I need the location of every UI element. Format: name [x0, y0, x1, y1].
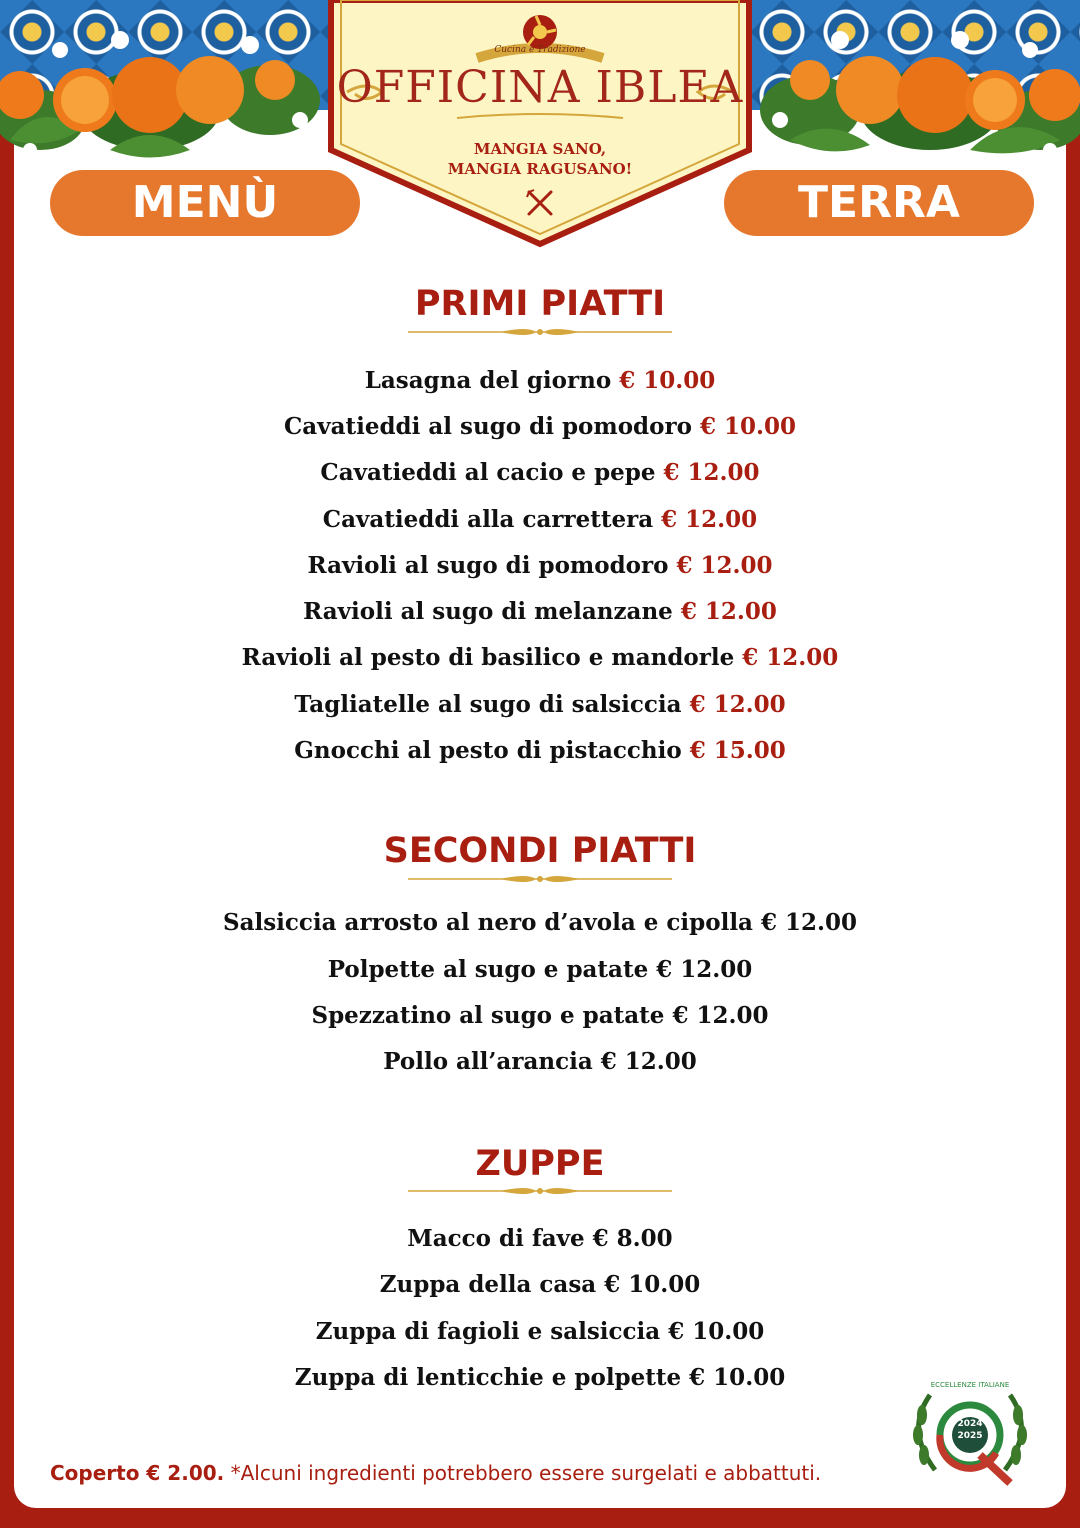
ingredients-disclaimer: *Alcuni ingredienti potrebbero essere surgelati e abbattuti. [224, 1461, 822, 1485]
badge-year-1: 2024 [957, 1419, 983, 1429]
menu-item: Zuppa di fagioli e salsiccia € 10.00 [315, 1318, 765, 1345]
menu-item: Salsiccia arrosto al nero d’avola e cipolla € 12.00 [222, 909, 858, 936]
cover-charge: Coperto € 2.00. [50, 1461, 225, 1485]
footer-note [50, 1460, 821, 1486]
brand-badge [327, 0, 753, 248]
section-title-secondi: SECONDI PIATTI [383, 831, 697, 871]
slogan-line-1: MANGIA SANO, [473, 140, 607, 158]
menu-item: Pollo all’arancia € 12.00 [383, 1048, 697, 1075]
menu-item: Macco di fave € 8.00 [407, 1225, 673, 1252]
eccellenze-italiane-badge [900, 1375, 1040, 1490]
gold-divider [408, 326, 672, 338]
slogan-line-2: MANGIA RAGUSANO! [447, 160, 633, 178]
menu-item: Ravioli al pesto di basilico e mandorle € 12.00 [241, 644, 839, 671]
menu-item: Spezzatino al sugo e patate € 12.00 [311, 1002, 769, 1029]
badge-arc-text: ECCELLENZE ITALIANE [930, 1381, 1010, 1389]
menu-item: Gnocchi al pesto di pistacchio € 15.00 [294, 737, 786, 764]
menu-item: Cavatieddi alla carrettera € 12.00 [322, 506, 758, 533]
brand-script: Cucina e Tradizione [494, 45, 586, 55]
menu-item: Polpette al sugo e patate € 12.00 [327, 956, 753, 983]
menu-label-pill: MENÙ [50, 170, 360, 236]
menu-item: Cavatieddi al cacio e pepe € 12.00 [320, 459, 760, 486]
menu-item: Ravioli al sugo di pomodoro € 12.00 [307, 552, 773, 579]
orange-fruit-icon [0, 0, 330, 170]
category-terra-pill: TERRA [724, 170, 1034, 236]
menu-item: Lasagna del giorno € 10.00 [364, 367, 716, 394]
section-title-zuppe: ZUPPE [475, 1144, 605, 1184]
menu-item: Tagliatelle al sugo di salsiccia € 12.00 [294, 691, 786, 718]
orange-fruit-icon [750, 0, 1080, 170]
menu-item: Cavatieddi al sugo di pomodoro € 10.00 [284, 413, 796, 440]
menu-item: Ravioli al sugo di melanzane € 12.00 [303, 598, 777, 625]
menu-item: Zuppa della casa € 10.00 [379, 1271, 701, 1298]
brand-name: OFFICINA IBLEA [336, 62, 744, 113]
gold-divider [408, 1185, 672, 1197]
fork-knife-icon [525, 188, 555, 218]
badge-year-2: 2025 [957, 1431, 983, 1441]
menu-item: Zuppa di lenticchie e polpette € 10.00 [294, 1364, 786, 1391]
section-title-primi: PRIMI PIATTI [414, 284, 666, 324]
gold-divider [408, 873, 672, 885]
